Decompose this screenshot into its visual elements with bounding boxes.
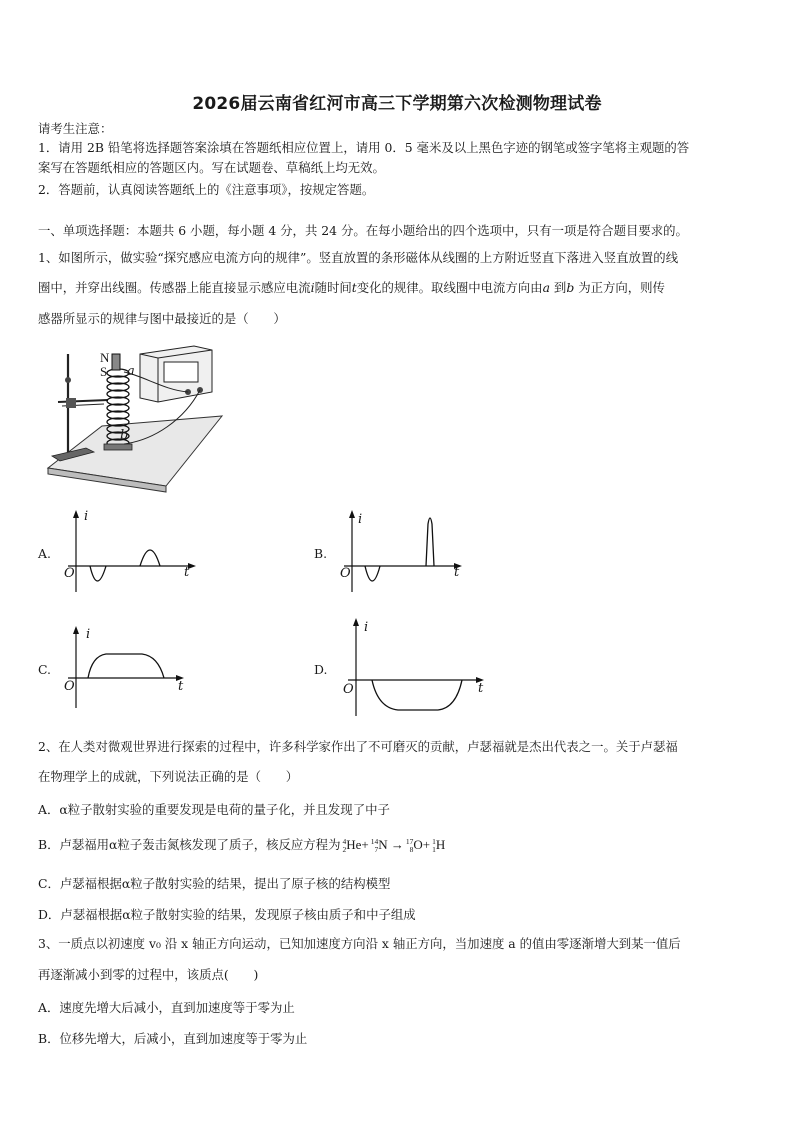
q2-line1: 2、在人类对微观世界进行探索的过程中，许多科学家作出了不可磨灭的贡献，卢瑟福就是杰出代表之一。关于卢瑟福 (38, 739, 678, 754)
apparatus-label-n: N (100, 350, 110, 365)
q2-option-a: A．α粒子散射实验的重要发现是电荷的量子化，并且发现了中子 (38, 802, 390, 817)
q1-graph-b-origin: O (340, 566, 351, 581)
q2-line2: 在物理学上的成就，下列说法正确的是（ ） (38, 769, 299, 784)
q3-option-b: B．位移先增大，后减小，直到加速度等于零为止 (38, 1031, 308, 1046)
q1-graph-b-xlabel: t (454, 565, 460, 580)
q1-option-c-label: C. (38, 662, 51, 677)
q1-graph-a (62, 510, 202, 594)
q1-line1: 1、如图所示，做实验“探究感应电流方向的规律”。竖直放置的条形磁体从线圈的上方附近竖直下落进入竖直放置的线 (38, 250, 679, 265)
page-title: 2026届云南省红河市高三下学期第六次检测物理试卷 (192, 94, 602, 114)
q1-graph-a-origin: O (64, 566, 75, 581)
q2-option-b: B．卢瑟福用α粒子轰击氮核发现了质子，核反应方程为 4 2 He+ 14 7 N → 17 8 O+ 1 1 H (38, 837, 446, 855)
notice-1-line2: 案写在答题纸相应的答题区内。写在试题卷、草稿纸上均无效。 (38, 160, 385, 175)
q1-graph-c (62, 626, 192, 710)
q1-graph-c-xlabel: t (178, 679, 184, 694)
q1-graph-a-ylabel: i (84, 509, 89, 524)
q3-option-a: A．速度先增大后减小，直到加速度等于零为止 (38, 1000, 295, 1015)
q1-graph-a-xlabel: t (184, 565, 190, 580)
notice-2: 2．答题前，认真阅读答题纸上的《注意事项》，按规定答题。 (38, 182, 375, 197)
q2-option-d: D．卢瑟福根据α粒子散射实验的结果，发现原子核由质子和中子组成 (38, 907, 416, 922)
q2-option-c: C．卢瑟福根据α粒子散射实验的结果，提出了原子核的结构模型 (38, 876, 391, 891)
q1-graph-c-origin: O (64, 679, 75, 694)
q1-graph-d-origin: O (343, 682, 354, 697)
q1-option-b-label: B. (314, 546, 328, 561)
section-heading: 一、单项选择题：本题共 6 小题，每小题 4 分，共 24 分。在每小题给出的四个选项中，只有一项是符合题目要求的。 (38, 223, 688, 238)
q3-line1: 3、一质点以初速度 v₀ 沿 x 轴正方向运动，已知加速度方向沿 x 轴正方向，当加速度 a 的值由零逐渐增大到某一值后 (38, 936, 681, 951)
notice-header: 请考生注意： (38, 121, 113, 136)
q1-line3: 感器所显示的规律与图中最接近的是（ ） (38, 311, 286, 326)
apparatus-label-s: S (100, 364, 108, 379)
apparatus-label-a: a (127, 364, 135, 379)
apparatus-label-b: b (120, 428, 129, 443)
q1-line2: 圈中，并穿出线圈。传感器上能直接显示感应电流i随时间t变化的规律。取线圈中电流方向由a 到b 为正方向，则传 (38, 280, 665, 295)
notice-1-line1: 1．请用 2B 铅笔将选择题答案涂填在答题纸相应位置上，请用 0．5 毫米及以上黑色字迹的钢笔或签字笔将主观题的答 (38, 140, 690, 155)
q1-graph-c-ylabel: i (86, 627, 91, 642)
q1-option-d-label: D. (314, 662, 328, 677)
nuclear-equation: 4 2 He+ 14 7 N → 17 8 O+ 1 1 H (342, 837, 446, 855)
q1-graph-d-ylabel: i (364, 620, 369, 635)
q1-graph-b-ylabel: i (358, 512, 363, 527)
q1-graph-d-xlabel: t (478, 681, 484, 696)
q3-line2: 再逐渐减小到零的过程中，该质点( ) (38, 967, 259, 982)
q1-option-a-label: A. (38, 546, 51, 561)
